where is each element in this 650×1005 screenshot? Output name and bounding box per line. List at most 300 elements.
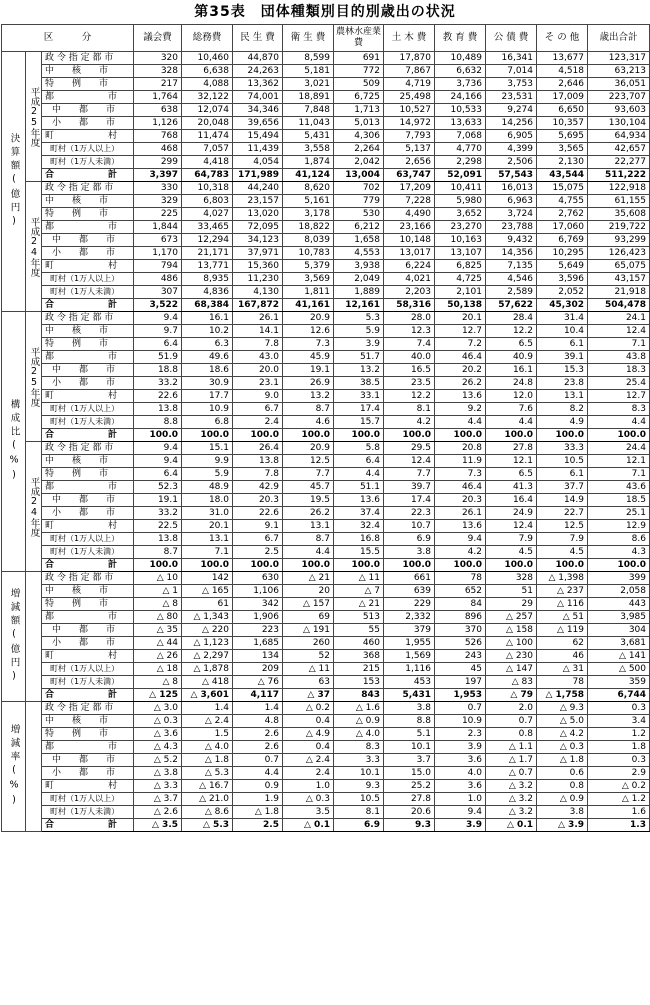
cell-value: 20.0: [233, 364, 283, 377]
cell-value: 530: [334, 208, 384, 221]
cell-value: 10,357: [537, 117, 588, 130]
section-label: 構成比(%): [2, 312, 26, 572]
row-label: 合 計: [42, 819, 134, 832]
row-label: 町 村: [42, 130, 134, 143]
cell-value: 5,980: [435, 195, 486, 208]
cell-value: △ 76: [233, 676, 283, 689]
row-label: 町村（1万人以上）: [42, 403, 134, 416]
cell-value: 12.5: [537, 520, 588, 533]
cell-value: △ 125: [134, 689, 182, 702]
cell-value: 40.9: [486, 351, 537, 364]
cell-value: △ 31: [537, 663, 588, 676]
cell-value: 5,695: [537, 130, 588, 143]
cell-value: 7,068: [435, 130, 486, 143]
cell-value: 7,014: [486, 65, 537, 78]
cell-value: 45.9: [283, 351, 334, 364]
cell-value: 13,017: [384, 247, 435, 260]
cell-value: △ 4.3: [134, 741, 182, 754]
cell-value: 3.9: [334, 338, 384, 351]
cell-value: 10.9: [182, 403, 233, 416]
cell-value: 4,021: [384, 273, 435, 286]
cell-value: 702: [334, 182, 384, 195]
cell-value: △ 1: [134, 585, 182, 598]
cell-value: 63,213: [588, 65, 650, 78]
cell-value: 1.0: [283, 780, 334, 793]
cell-value: 45: [435, 663, 486, 676]
cell-value: △ 2.4: [182, 715, 233, 728]
cell-value: △ 16.7: [182, 780, 233, 793]
cell-value: 0.3: [588, 702, 650, 715]
row-label: 小 都 市: [42, 377, 134, 390]
cell-value: 7,793: [384, 130, 435, 143]
cell-value: 22.5: [134, 520, 182, 533]
cell-value: 9.4: [435, 806, 486, 819]
table-row: [2, 234, 650, 247]
cell-value: 4,130: [233, 286, 283, 299]
cell-value: 19.5: [283, 494, 334, 507]
row-label: 小 都 市: [42, 637, 134, 650]
table-row: [2, 767, 650, 780]
cell-value: 6.4: [134, 468, 182, 481]
col-header: そ の 他: [537, 25, 588, 52]
cell-value: 44,870: [233, 52, 283, 65]
cell-value: 48.9: [182, 481, 233, 494]
cell-value: 1.4: [233, 702, 283, 715]
cell-value: 41,161: [283, 299, 334, 312]
cell-value: 10,163: [435, 234, 486, 247]
cell-value: 896: [435, 611, 486, 624]
cell-value: 13,677: [537, 52, 588, 65]
cell-value: 794: [134, 260, 182, 273]
total-row: [2, 429, 650, 442]
cell-value: 63: [283, 676, 334, 689]
cell-value: 13.6: [435, 390, 486, 403]
cell-value: 14,256: [486, 117, 537, 130]
cell-value: 9.3: [334, 780, 384, 793]
cell-value: 4.4: [588, 416, 650, 429]
cell-value: 100.0: [283, 429, 334, 442]
year-label: 平成24年度: [26, 182, 42, 312]
cell-value: 4.4: [283, 546, 334, 559]
row-label: 政 令 指 定 都 市: [42, 182, 134, 195]
cell-value: 61: [182, 598, 233, 611]
cell-value: 28.4: [486, 312, 537, 325]
cell-value: 2,203: [384, 286, 435, 299]
cell-value: △ 5.3: [182, 767, 233, 780]
cell-value: 4.3: [588, 546, 650, 559]
cell-value: 10.7: [384, 520, 435, 533]
row-label: 小 都 市: [42, 507, 134, 520]
cell-value: 39.7: [384, 481, 435, 494]
cell-value: 12.7: [588, 390, 650, 403]
cell-value: 12.9: [588, 520, 650, 533]
cell-value: 1.9: [233, 793, 283, 806]
cell-value: 6,650: [537, 104, 588, 117]
year-label: 平成24年度: [26, 442, 42, 572]
cell-value: 30.9: [182, 377, 233, 390]
cell-value: 9,432: [486, 234, 537, 247]
cell-value: 6.3: [182, 338, 233, 351]
cell-value: △ 0.9: [334, 715, 384, 728]
cell-value: 100.0: [182, 429, 233, 442]
cell-value: 64,783: [182, 169, 233, 182]
cell-value: 304: [588, 624, 650, 637]
cell-value: 3,736: [435, 78, 486, 91]
cell-value: 46.4: [435, 351, 486, 364]
cell-value: 26.1: [233, 312, 283, 325]
table-row: [2, 130, 650, 143]
cell-value: 6.4: [334, 455, 384, 468]
cell-value: 13.6: [334, 494, 384, 507]
cell-value: 29.5: [384, 442, 435, 455]
cell-value: △ 147: [486, 663, 537, 676]
cell-value: 1,658: [334, 234, 384, 247]
cell-value: 10,489: [435, 52, 486, 65]
cell-value: 35,608: [588, 208, 650, 221]
cell-value: 25.1: [588, 507, 650, 520]
cell-value: 27.8: [486, 442, 537, 455]
cell-value: △ 2,297: [182, 650, 233, 663]
cell-value: 1.2: [588, 728, 650, 741]
cell-value: 17.4: [334, 403, 384, 416]
cell-value: △ 230: [486, 650, 537, 663]
cell-value: 153: [334, 676, 384, 689]
cell-value: 197: [435, 676, 486, 689]
cell-value: 13.2: [334, 364, 384, 377]
cell-value: 6,632: [435, 65, 486, 78]
table-row: [2, 663, 650, 676]
table-row: [2, 286, 650, 299]
row-label: 町 村: [42, 780, 134, 793]
cell-value: 10,318: [182, 182, 233, 195]
cell-value: 41,124: [283, 169, 334, 182]
cell-value: 2,049: [334, 273, 384, 286]
cell-value: 4.2: [384, 416, 435, 429]
cell-value: 74,001: [233, 91, 283, 104]
cell-value: 171,989: [233, 169, 283, 182]
cell-value: 7,057: [182, 143, 233, 156]
cell-value: △ 1,398: [537, 572, 588, 585]
cell-value: △ 21: [283, 572, 334, 585]
cell-value: △ 0.7: [486, 767, 537, 780]
cell-value: 27.8: [384, 793, 435, 806]
cell-value: 768: [134, 130, 182, 143]
cell-value: 630: [233, 572, 283, 585]
cell-value: 9.4: [134, 442, 182, 455]
cell-value: 20.9: [283, 312, 334, 325]
cell-value: 12.4: [588, 325, 650, 338]
cell-value: 3.8: [384, 702, 435, 715]
table-row: [2, 52, 650, 65]
cell-value: △ 11: [283, 663, 334, 676]
cell-value: 2,101: [435, 286, 486, 299]
cell-value: 16,341: [486, 52, 537, 65]
cell-value: △ 1.8: [182, 754, 233, 767]
cell-value: △ 3.2: [486, 793, 537, 806]
row-label: 中 都 市: [42, 364, 134, 377]
cell-value: △ 119: [537, 624, 588, 637]
cell-value: 3,596: [537, 273, 588, 286]
cell-value: 12.5: [283, 455, 334, 468]
cell-value: 691: [334, 52, 384, 65]
cell-value: 7.3: [283, 338, 334, 351]
cell-value: 13,020: [233, 208, 283, 221]
cell-value: 6.5: [486, 338, 537, 351]
cell-value: △ 1.1: [486, 741, 537, 754]
cell-value: 513: [334, 611, 384, 624]
table-row: [2, 611, 650, 624]
year-label: 平成25年度: [26, 52, 42, 182]
cell-value: 4,553: [334, 247, 384, 260]
cell-value: △ 1.2: [588, 793, 650, 806]
cell-value: 44,240: [233, 182, 283, 195]
row-label: 小 都 市: [42, 767, 134, 780]
col-header: 土 木 費: [384, 25, 435, 52]
cell-value: 5,431: [384, 689, 435, 702]
cell-value: 45.7: [283, 481, 334, 494]
cell-value: 23,166: [384, 221, 435, 234]
cell-value: 64,934: [588, 130, 650, 143]
cell-value: 20,048: [182, 117, 233, 130]
cell-value: 8.8: [134, 416, 182, 429]
cell-value: 3,938: [334, 260, 384, 273]
cell-value: 1.3: [588, 819, 650, 832]
cell-value: 12.6: [283, 325, 334, 338]
cell-value: 6.9: [334, 819, 384, 832]
row-label: 政 令 指 定 都 市: [42, 442, 134, 455]
row-label: 都 市: [42, 221, 134, 234]
table-row: [2, 338, 650, 351]
cell-value: 10,148: [384, 234, 435, 247]
table-row: [2, 754, 650, 767]
cell-value: 8.3: [334, 741, 384, 754]
cell-value: 24.9: [486, 507, 537, 520]
cell-value: 2.4: [283, 767, 334, 780]
cell-value: △ 26: [134, 650, 182, 663]
cell-value: 2.6: [233, 728, 283, 741]
cell-value: 2,298: [435, 156, 486, 169]
cell-value: 17,870: [384, 52, 435, 65]
cell-value: 12,161: [334, 299, 384, 312]
cell-value: 100.0: [537, 429, 588, 442]
cell-value: 6.7: [233, 403, 283, 416]
cell-value: 100.0: [588, 429, 650, 442]
cell-value: 167,872: [233, 299, 283, 312]
table-row: [2, 702, 650, 715]
cell-value: 33.2: [134, 377, 182, 390]
cell-value: 6,212: [334, 221, 384, 234]
cell-value: 1.6: [588, 806, 650, 819]
cell-value: 7.3: [435, 468, 486, 481]
cell-value: △ 1,343: [182, 611, 233, 624]
cell-value: 25,498: [384, 91, 435, 104]
cell-value: 19.1: [283, 364, 334, 377]
cell-value: 299: [134, 156, 182, 169]
cell-value: 19.1: [134, 494, 182, 507]
cell-value: 18.8: [134, 364, 182, 377]
cell-value: 78: [435, 572, 486, 585]
cell-value: 51.7: [334, 351, 384, 364]
cell-value: 32,122: [182, 91, 233, 104]
table-row: [2, 741, 650, 754]
row-label: 特 例 市: [42, 728, 134, 741]
cell-value: △ 3.0: [134, 702, 182, 715]
cell-value: △ 1,758: [537, 689, 588, 702]
year-blank: [26, 572, 42, 702]
cell-value: 8,599: [283, 52, 334, 65]
table-row: [2, 624, 650, 637]
cell-value: △ 3.7: [134, 793, 182, 806]
row-label: 町 村: [42, 520, 134, 533]
cell-value: 26.1: [435, 507, 486, 520]
cell-value: 20.6: [384, 806, 435, 819]
cell-value: 17,209: [384, 182, 435, 195]
cell-value: 5,161: [283, 195, 334, 208]
cell-value: 100.0: [435, 559, 486, 572]
cell-value: 9.0: [233, 390, 283, 403]
cell-value: △ 80: [134, 611, 182, 624]
row-label: 都 市: [42, 91, 134, 104]
cell-value: 9.2: [435, 403, 486, 416]
cell-value: 3,522: [134, 299, 182, 312]
cell-value: 7.7: [384, 468, 435, 481]
cell-value: 2.6: [233, 741, 283, 754]
cell-value: 5,181: [283, 65, 334, 78]
cell-value: △ 3.5: [134, 819, 182, 832]
cell-value: 26.9: [283, 377, 334, 390]
cell-value: 3.4: [588, 715, 650, 728]
cell-value: 9.7: [134, 325, 182, 338]
table-row: [2, 455, 650, 468]
cell-value: 4,054: [233, 156, 283, 169]
cell-value: 6.9: [384, 533, 435, 546]
cell-value: 34,346: [233, 104, 283, 117]
cell-value: △ 220: [182, 624, 233, 637]
table-row: [2, 806, 650, 819]
cell-value: 13.8: [134, 403, 182, 416]
cell-value: 24.4: [588, 442, 650, 455]
cell-value: 7.1: [182, 546, 233, 559]
cell-value: 18.3: [588, 364, 650, 377]
cell-value: 328: [486, 572, 537, 585]
cell-value: △ 5.2: [134, 754, 182, 767]
cell-value: 49.6: [182, 351, 233, 364]
cell-value: 50,138: [435, 299, 486, 312]
cell-value: 10,783: [283, 247, 334, 260]
cell-value: 4.8: [233, 715, 283, 728]
cell-value: 504,478: [588, 299, 650, 312]
cell-value: 1,953: [435, 689, 486, 702]
cell-value: 68,384: [182, 299, 233, 312]
cell-value: 6.7: [233, 533, 283, 546]
cell-value: 3.6: [435, 754, 486, 767]
cell-value: 23,270: [435, 221, 486, 234]
cell-value: 13,107: [435, 247, 486, 260]
cell-value: 3,397: [134, 169, 182, 182]
table-row: [2, 585, 650, 598]
row-label: 中 都 市: [42, 754, 134, 767]
cell-value: 1.5: [182, 728, 233, 741]
cell-value: 4,755: [537, 195, 588, 208]
cell-value: △ 116: [537, 598, 588, 611]
cell-value: △ 1.6: [334, 702, 384, 715]
cell-value: 20: [283, 585, 334, 598]
cell-value: 134: [233, 650, 283, 663]
cell-value: 41.3: [486, 481, 537, 494]
cell-value: 4,399: [486, 143, 537, 156]
cell-value: △ 3.2: [486, 806, 537, 819]
cell-value: 22,277: [588, 156, 650, 169]
cell-value: 33.2: [134, 507, 182, 520]
cell-value: △ 500: [588, 663, 650, 676]
cell-value: 8.2: [537, 403, 588, 416]
cell-value: 0.7: [435, 702, 486, 715]
cell-value: 359: [588, 676, 650, 689]
cell-value: 486: [134, 273, 182, 286]
row-label: 合 計: [42, 559, 134, 572]
cell-value: 5.3: [334, 312, 384, 325]
table-row: [2, 312, 650, 325]
cell-value: 3,021: [283, 78, 334, 91]
cell-value: 4,117: [233, 689, 283, 702]
section-label: 決算額(億円): [2, 52, 26, 312]
row-label: 政 令 指 定 都 市: [42, 702, 134, 715]
cell-value: 63,747: [384, 169, 435, 182]
cell-value: 4,770: [435, 143, 486, 156]
cell-value: 46: [537, 650, 588, 663]
table-row: [2, 364, 650, 377]
section-label: 増減率(%): [2, 702, 26, 832]
cell-value: 11,439: [233, 143, 283, 156]
cell-value: 13.2: [283, 390, 334, 403]
cell-value: 379: [384, 624, 435, 637]
table-row: [2, 260, 650, 273]
cell-value: 0.4: [283, 715, 334, 728]
cell-value: 638: [134, 104, 182, 117]
table-row: [2, 143, 650, 156]
cell-value: 100.0: [233, 429, 283, 442]
col-header: 民 生 費: [233, 25, 283, 52]
cell-value: 16.4: [486, 494, 537, 507]
cell-value: 209: [233, 663, 283, 676]
cell-value: 243: [435, 650, 486, 663]
row-label: 町村（1万人以上）: [42, 663, 134, 676]
table-row: [2, 442, 650, 455]
cell-value: 3,681: [588, 637, 650, 650]
cell-value: 4,725: [435, 273, 486, 286]
total-row: [2, 299, 650, 312]
col-header: 衛 生 費: [283, 25, 334, 52]
cell-value: 399: [588, 572, 650, 585]
table-row: [2, 572, 650, 585]
cell-value: 100.0: [134, 559, 182, 572]
cell-value: 13.1: [182, 533, 233, 546]
cell-value: 3,558: [283, 143, 334, 156]
cell-value: 0.3: [588, 754, 650, 767]
cell-value: 1,955: [384, 637, 435, 650]
table-row: [2, 468, 650, 481]
table-row: [2, 325, 650, 338]
cell-value: 1,685: [233, 637, 283, 650]
cell-value: △ 100: [486, 637, 537, 650]
cell-value: 2.3: [435, 728, 486, 741]
table-row: [2, 117, 650, 130]
cell-value: 10,527: [384, 104, 435, 117]
cell-value: 7.2: [435, 338, 486, 351]
cell-value: 6,725: [334, 91, 384, 104]
cell-value: △ 7: [334, 585, 384, 598]
cell-value: △ 4.0: [334, 728, 384, 741]
